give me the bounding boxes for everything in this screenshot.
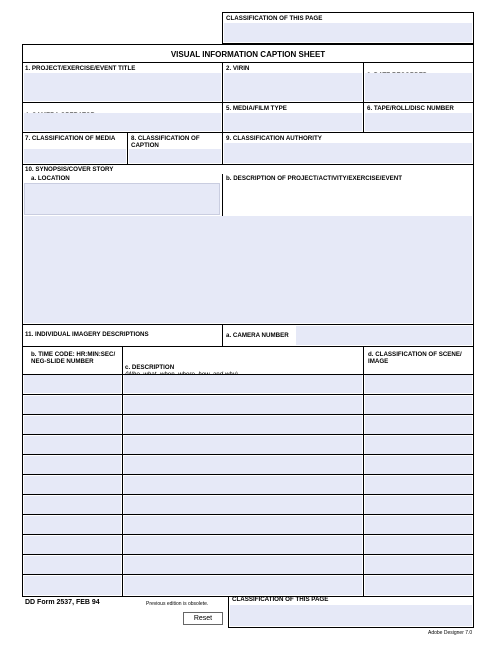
h-line (22, 132, 474, 133)
v-line (363, 62, 364, 132)
date-recorded-field[interactable] (365, 73, 472, 101)
v-line (222, 62, 223, 164)
class-authority-field[interactable] (224, 143, 472, 163)
table-row (22, 474, 474, 494)
time-code-cell[interactable] (24, 396, 121, 414)
class-media-label: 7. CLASSIFICATION OF MEDIA (25, 135, 116, 142)
h-line (22, 62, 474, 63)
description-cell[interactable] (124, 416, 362, 434)
table-row (22, 394, 474, 414)
description-cell[interactable] (124, 496, 362, 514)
location-field[interactable] (24, 183, 220, 215)
media-film-type-field[interactable] (224, 113, 362, 131)
description-cell[interactable] (124, 375, 362, 393)
imagery-desc-label: 11. INDIVIDUAL IMAGERY DESCRIPTIONS (25, 331, 149, 338)
time-code-header: b. TIME CODE: HR:MIN:SEC/ NEG-SLIDE NUMBER (31, 351, 116, 365)
table-row (22, 434, 474, 454)
project-title-field[interactable] (24, 73, 221, 101)
description-cell[interactable] (124, 536, 362, 554)
tape-roll-field[interactable] (365, 113, 472, 131)
table-row (22, 534, 474, 554)
table-row (22, 554, 474, 574)
time-code-cell[interactable] (24, 536, 121, 554)
scene-class-cell[interactable] (365, 536, 472, 554)
media-film-type-label: 5. MEDIA/FILM TYPE (226, 105, 287, 112)
class-caption-field[interactable] (129, 149, 221, 163)
time-code-cell[interactable] (24, 436, 121, 454)
description-cell[interactable] (124, 396, 362, 414)
table-row (22, 414, 474, 434)
project-title-label: 1. PROJECT/EXERCISE/EVENT TITLE (25, 65, 136, 72)
camera-number-field[interactable] (296, 326, 472, 345)
time-code-cell[interactable] (24, 416, 121, 434)
virin-field[interactable] (224, 73, 362, 101)
description-cell[interactable] (124, 556, 362, 574)
table-row (22, 574, 474, 596)
h-line (22, 346, 474, 347)
scene-class-cell[interactable] (365, 416, 472, 434)
h-line (22, 374, 474, 375)
scene-class-cell[interactable] (365, 396, 472, 414)
description-cell[interactable] (124, 576, 362, 595)
obsolete-note: Previous edition is obsolete. (146, 601, 209, 607)
form-title: VISUAL INFORMATION CAPTION SHEET (170, 50, 326, 59)
description-cell[interactable] (124, 456, 362, 474)
time-code-cell[interactable] (24, 516, 121, 534)
reset-button[interactable]: Reset (183, 612, 223, 625)
time-code-cell[interactable] (24, 476, 121, 494)
h-line (22, 324, 474, 325)
camera-number-label: a. CAMERA NUMBER (226, 332, 289, 339)
scene-class-cell[interactable] (365, 456, 472, 474)
synopsis-description-field[interactable] (24, 216, 472, 323)
time-code-cell[interactable] (24, 375, 121, 393)
description-cell[interactable] (124, 516, 362, 534)
description-cell[interactable] (124, 476, 362, 494)
description-cell[interactable] (124, 436, 362, 454)
imagery-table (22, 374, 474, 597)
table-row (22, 514, 474, 534)
synopsis-label: 10. SYNOPSIS/COVER STORY (25, 166, 114, 173)
description-header-text: c. DESCRIPTION (125, 364, 175, 371)
location-label: a. LOCATION (31, 175, 70, 182)
h-line (22, 164, 474, 165)
class-caption-label: 8. CLASSIFICATION OF CAPTION (131, 135, 200, 149)
class-scene-header: d. CLASSIFICATION OF SCENE/ IMAGE (368, 351, 462, 365)
scene-class-cell[interactable] (365, 496, 472, 514)
top-classification-field[interactable] (224, 23, 472, 42)
time-code-cell[interactable] (24, 576, 121, 595)
form-number: DD Form 2537, FEB 94 (25, 599, 100, 606)
top-classification-label: CLASSIFICATION OF THIS PAGE (226, 15, 323, 22)
scene-class-cell[interactable] (365, 516, 472, 534)
time-code-cell[interactable] (24, 456, 121, 474)
scene-class-cell[interactable] (365, 436, 472, 454)
h-line (22, 102, 474, 103)
bottom-classification-field[interactable] (230, 605, 472, 626)
class-authority-label: 9. CLASSIFICATION AUTHORITY (226, 135, 322, 142)
v-line (222, 324, 223, 346)
table-row (22, 374, 474, 394)
v-line (127, 132, 128, 164)
table-row (22, 494, 474, 514)
scene-class-cell[interactable] (365, 375, 472, 393)
scene-class-cell[interactable] (365, 576, 472, 595)
time-code-cell[interactable] (24, 496, 121, 514)
class-media-field[interactable] (24, 149, 126, 163)
v-line (222, 174, 223, 216)
designer-note: Adobe Designer 7.0 (428, 630, 473, 636)
virin-label: 2. VIRIN (226, 65, 250, 72)
scene-class-cell[interactable] (365, 476, 472, 494)
scene-class-cell[interactable] (365, 556, 472, 574)
bottom-classification-label: CLASSIFICATION OF THIS PAGE (232, 596, 329, 603)
description-project-label: b. DESCRIPTION OF PROJECT/ACTIVITY/EXERCISE/EVENT (226, 175, 403, 182)
camera-operator-field[interactable] (24, 113, 221, 131)
time-code-cell[interactable] (24, 556, 121, 574)
tape-roll-label: 6. TAPE/ROLL/DISC NUMBER (367, 105, 454, 112)
table-row (22, 454, 474, 474)
